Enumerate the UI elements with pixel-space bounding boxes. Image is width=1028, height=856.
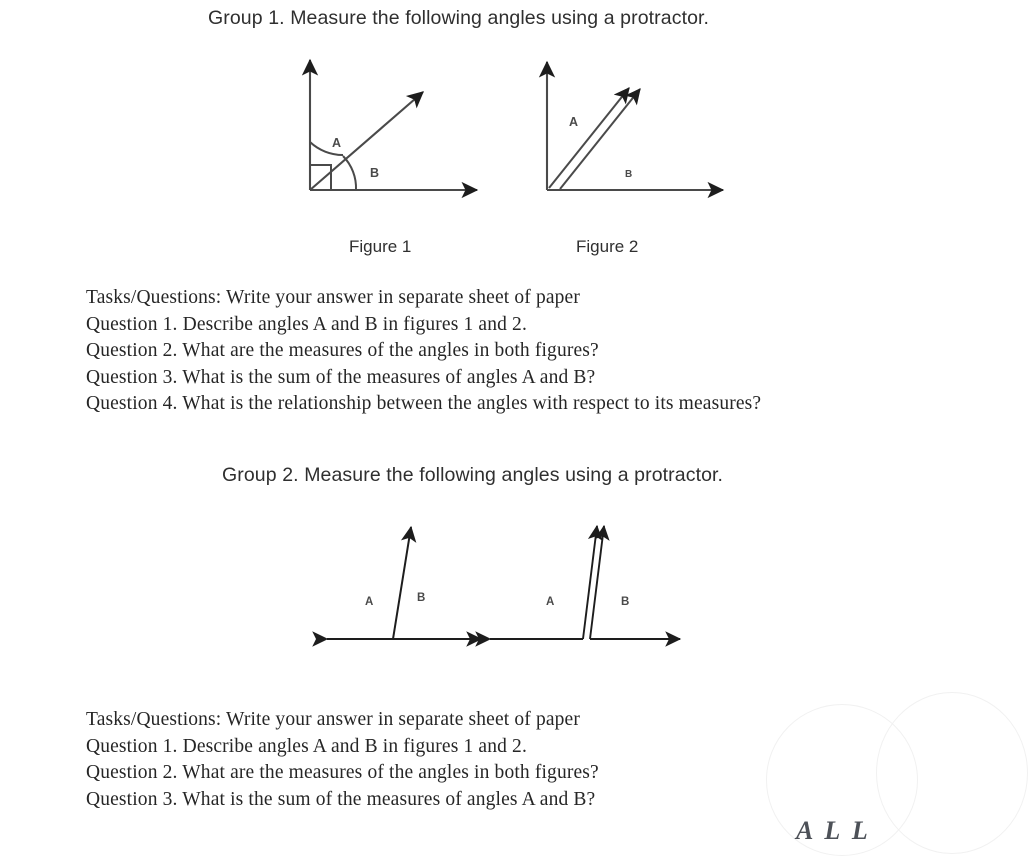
figure3-label-b: B bbox=[417, 592, 426, 604]
figure-2-diagram bbox=[525, 50, 735, 205]
group2-question-1: Question 1. Describe angles A and B in figures 1 and 2. bbox=[86, 735, 527, 757]
group2-question-2: Question 2. What are the measures of the angles in both figures? bbox=[86, 762, 599, 784]
figure4-rising-ray-2 bbox=[590, 526, 604, 639]
group1-questions-block bbox=[86, 285, 946, 418]
figure2-label-a: A bbox=[569, 115, 579, 129]
figure4-label-b: B bbox=[621, 596, 630, 608]
group1-question-4: Question 4. What is the relationship between the angles with respect to its measures? bbox=[86, 393, 762, 415]
figure1-label-b: B bbox=[370, 166, 380, 180]
group1-question-1: Question 1. Describe angles A and B in figures 1 and 2. bbox=[86, 313, 527, 335]
group1-question-2: Question 2. What are the measures of the angles in both figures? bbox=[86, 340, 599, 362]
group2-heading: Group 2. Measure the following angles using a protractor. bbox=[222, 464, 724, 486]
group1-heading: Group 1. Measure the following angles using a protractor. bbox=[208, 7, 710, 29]
figure1-diagonal-ray bbox=[310, 92, 423, 190]
figure-3-diagram bbox=[315, 512, 495, 652]
figure1-angle-b-arc bbox=[343, 156, 356, 190]
group2-tasks-line: Tasks/Questions: Write your answer in separate sheet of paper bbox=[86, 709, 580, 730]
group2-questions-block bbox=[86, 707, 946, 813]
group1-question-3: Question 3. What is the sum of the measures of angles A and B? bbox=[86, 366, 596, 388]
figure-1-diagram bbox=[285, 50, 495, 205]
group2-question-3: Question 3. What is the sum of the measures of angles A and B? bbox=[86, 788, 596, 810]
figure2-diagonal-ray-1 bbox=[549, 88, 629, 188]
figure4-label-a: A bbox=[546, 596, 555, 608]
watermark-text: A L L bbox=[796, 816, 871, 845]
figure4-rising-ray-1 bbox=[583, 526, 597, 639]
figure3-label-a: A bbox=[365, 596, 374, 608]
figure1-label-a: A bbox=[332, 136, 342, 150]
figure1-caption: Figure 1 bbox=[349, 237, 412, 256]
figure-4-diagram bbox=[478, 512, 693, 652]
group1-tasks-line: Tasks/Questions: Write your answer in separate sheet of paper bbox=[86, 287, 580, 308]
figure2-label-b: B bbox=[625, 169, 633, 180]
figure3-rising-ray bbox=[393, 527, 411, 639]
figure2-caption: Figure 2 bbox=[576, 237, 639, 256]
